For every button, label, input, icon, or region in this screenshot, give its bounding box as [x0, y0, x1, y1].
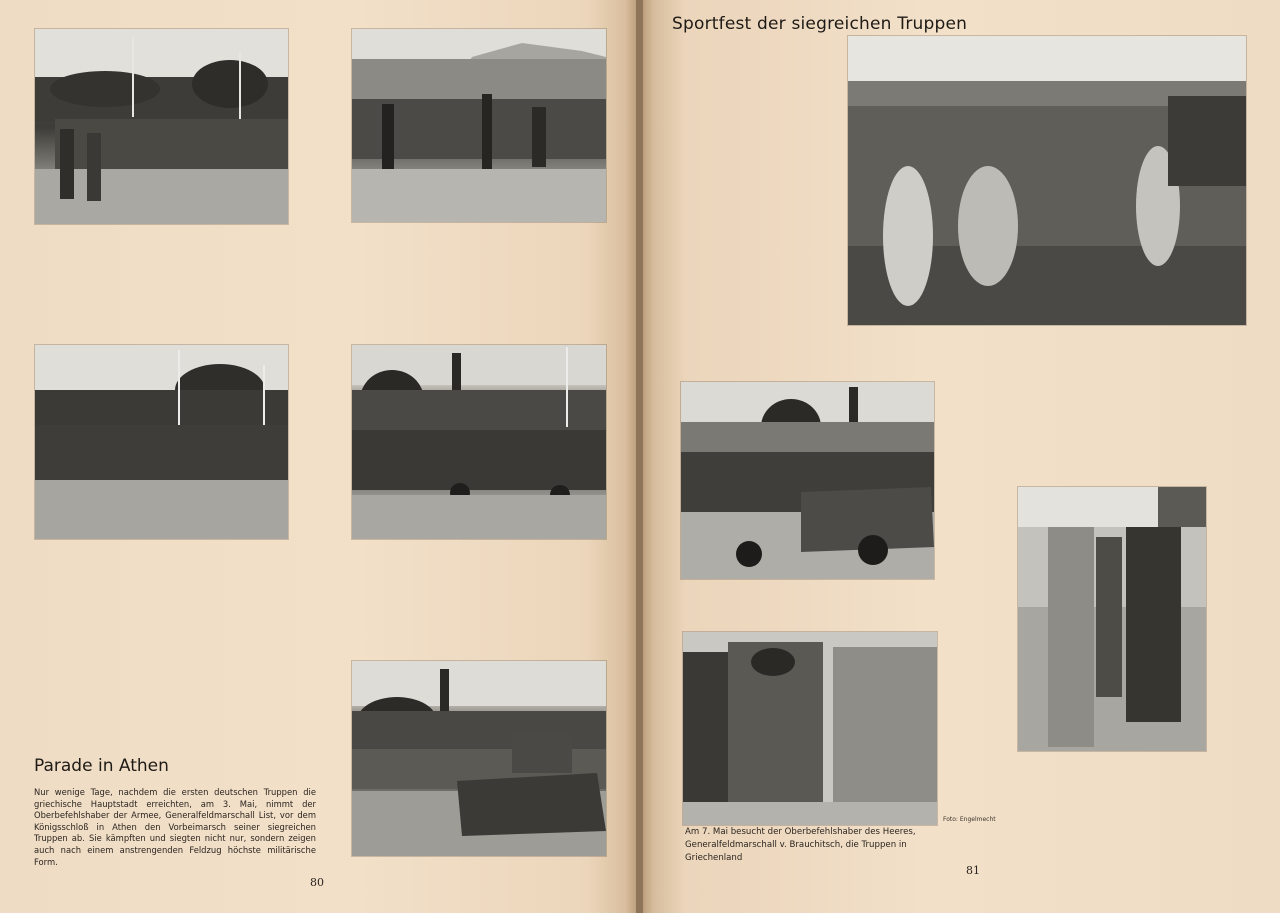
photo-tank-parade: [352, 661, 606, 856]
photo-tug-of-war: [848, 36, 1246, 325]
left-page-heading: Parade in Athen: [34, 756, 169, 776]
photo-motorcycle-car: [681, 382, 934, 579]
right-photo-caption: Am 7. Mai besucht der Oberbefehlshaber des Heeres, Generalfeldmarschall v. Brauchitsch, die Truppen in Griechenland: [685, 827, 916, 863]
photo-acropolis-view: [352, 29, 606, 222]
book-gutter: [636, 0, 643, 913]
right-page-heading: Sportfest der siegreichen Truppen: [672, 14, 968, 34]
photo-troops-marching: [35, 345, 288, 539]
left-page-number: 80: [310, 876, 324, 889]
photo-brauchitsch-visit: [683, 632, 937, 825]
right-page-number: 81: [966, 864, 980, 877]
photo-officers-standing: [1018, 487, 1206, 751]
left-body-text: Nur wenige Tage, nachdem die ersten deutschen Truppen die griechische Hauptstadt erreichten, am 3. Mai, nimmt der Oberbefehlshaber der Armee, Generalfeldmarschall List, vor dem Königsschloß in Athen den Vorbeimarsch seiner siegreichen Truppen ab. Sie kämpften und siegten nicht nur, sondern zeigen auch nach einem anstrengenden Feldzug höchste militärische Form.: [34, 787, 316, 867]
photo-credit: Foto: Engelmecht: [943, 816, 996, 823]
photo-parade-salute: [35, 29, 288, 224]
photo-artillery-horses: [352, 345, 606, 539]
